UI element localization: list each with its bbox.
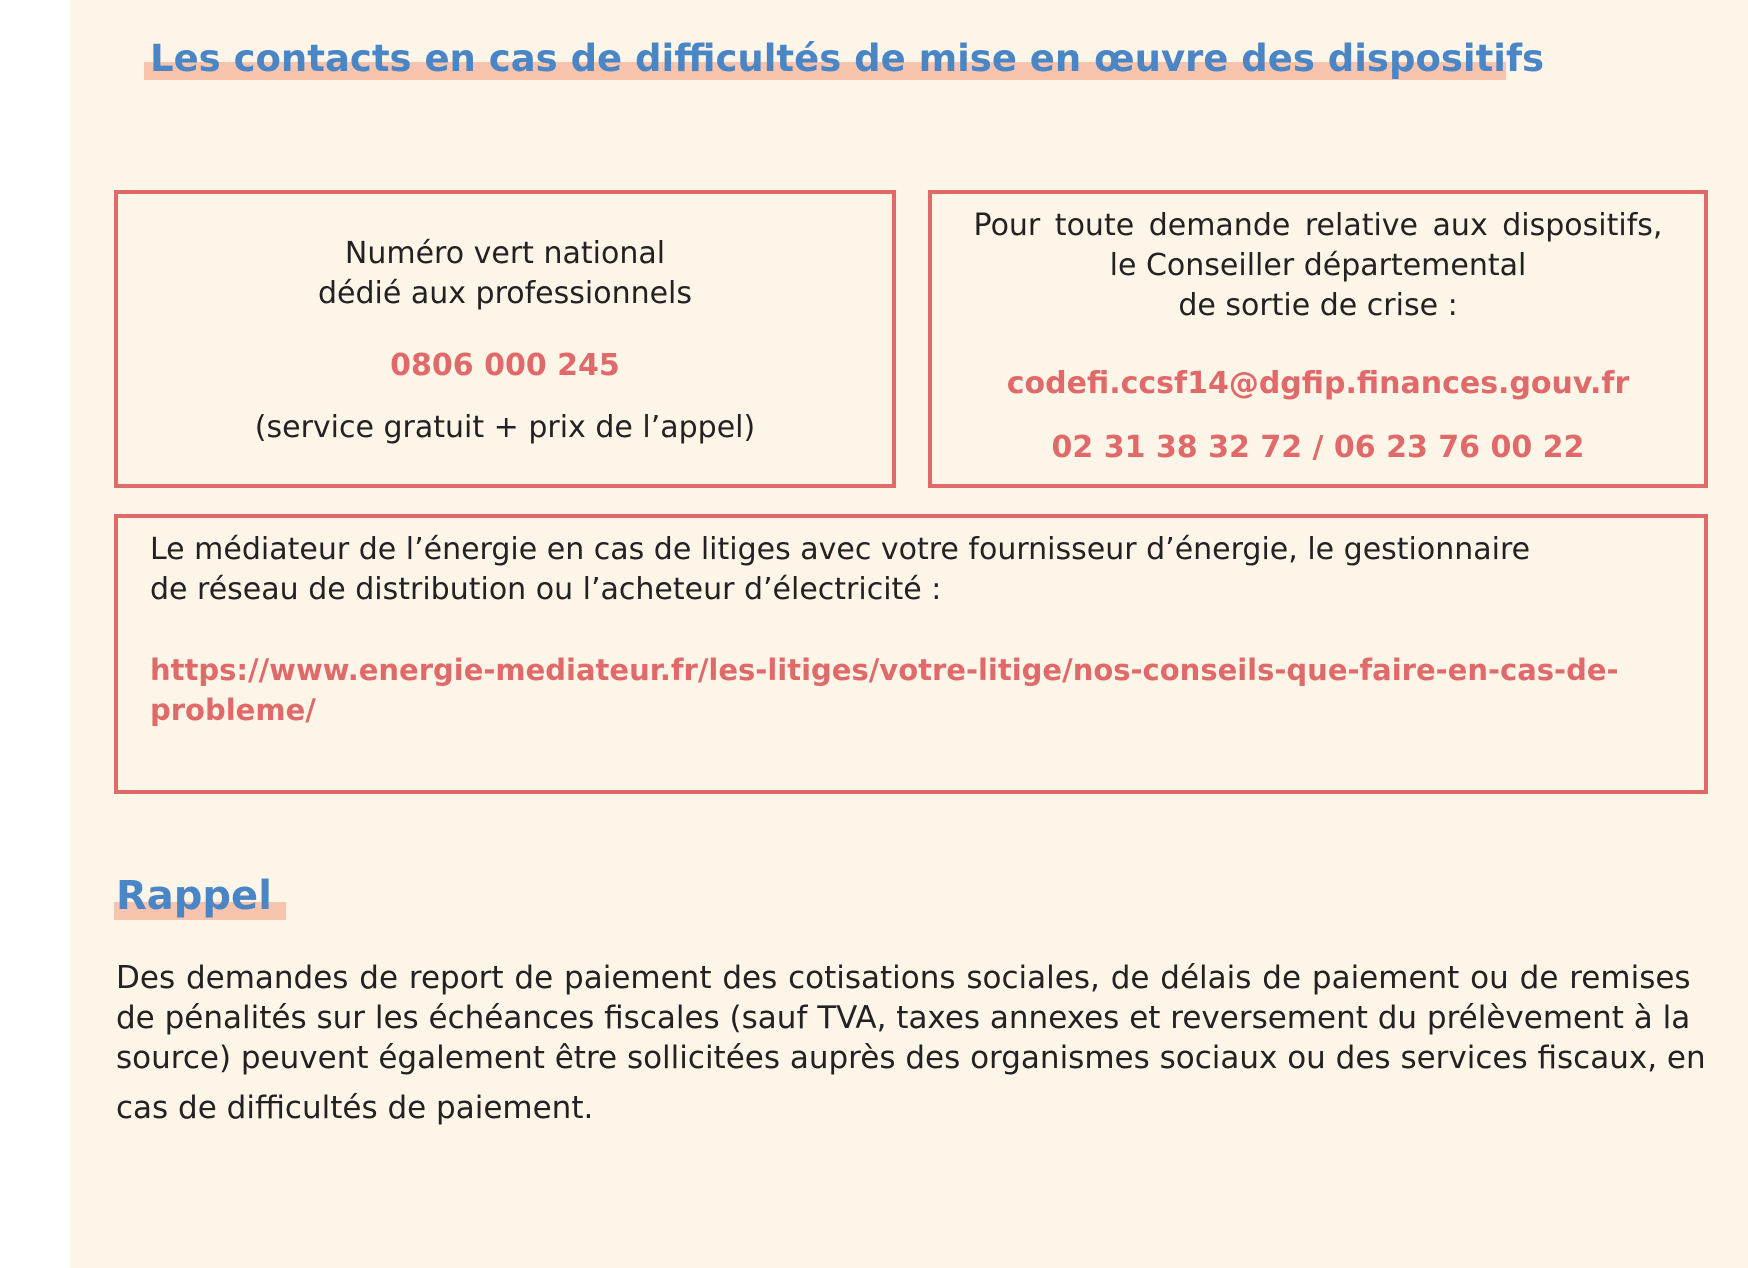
advisor-phones[interactable]: 02 31 38 32 72 / 06 23 76 00 22 xyxy=(1051,430,1585,465)
advisor-line-3: de sortie de crise : xyxy=(1178,288,1458,323)
mediator-line-2: de réseau de distribution ou l’acheteur d’électricité : xyxy=(150,572,942,607)
section-title: Les contacts en cas de difficultés de mise en œuvre des dispositifs xyxy=(150,37,1545,80)
reminder-line-4: cas de difficultés de paiement. xyxy=(116,1090,594,1126)
mediator-url-link[interactable]: https://www.energie-mediateur.fr/les-litiges/votre-litige/nos-conseils-que-faire-en-cas-de- xyxy=(150,653,1619,687)
hotline-note: (service gratuit + prix de l’appel) xyxy=(254,410,756,445)
document-page xyxy=(70,0,1748,1268)
hotline-box xyxy=(114,190,896,488)
advisor-line-2: le Conseiller départemental xyxy=(1109,248,1527,283)
reminder-title: Rappel xyxy=(116,873,272,919)
reminder-line-3: source) peuvent également être sollicitées auprès des organismes sociaux ou des services fiscaux, en xyxy=(116,1040,1706,1076)
advisor-line-1: Pour toute demande relative aux dispositifs, xyxy=(973,208,1663,243)
hotline-line-2: dédié aux professionnels xyxy=(317,276,693,311)
reminder-line-1: Des demandes de report de paiement des cotisations sociales, de délais de paiement ou de remises xyxy=(116,960,1691,996)
reminder-line-2: de pénalités sur les échéances fiscales (sauf TVA, taxes annexes et reversement du prélèvement à la xyxy=(116,1000,1691,1036)
advisor-box xyxy=(928,190,1708,488)
mediator-url-link-continued[interactable]: probleme/ xyxy=(150,693,316,727)
advisor-email-link[interactable]: codefi.ccsf14@dgfip.finances.gouv.fr xyxy=(1006,366,1630,401)
mediator-box xyxy=(114,514,1708,794)
hotline-phone[interactable]: 0806 000 245 xyxy=(390,348,620,383)
hotline-line-1: Numéro vert national xyxy=(344,236,666,271)
mediator-line-1: Le médiateur de l’énergie en cas de litiges avec votre fournisseur d’énergie, le gestionnaire xyxy=(150,532,1531,567)
